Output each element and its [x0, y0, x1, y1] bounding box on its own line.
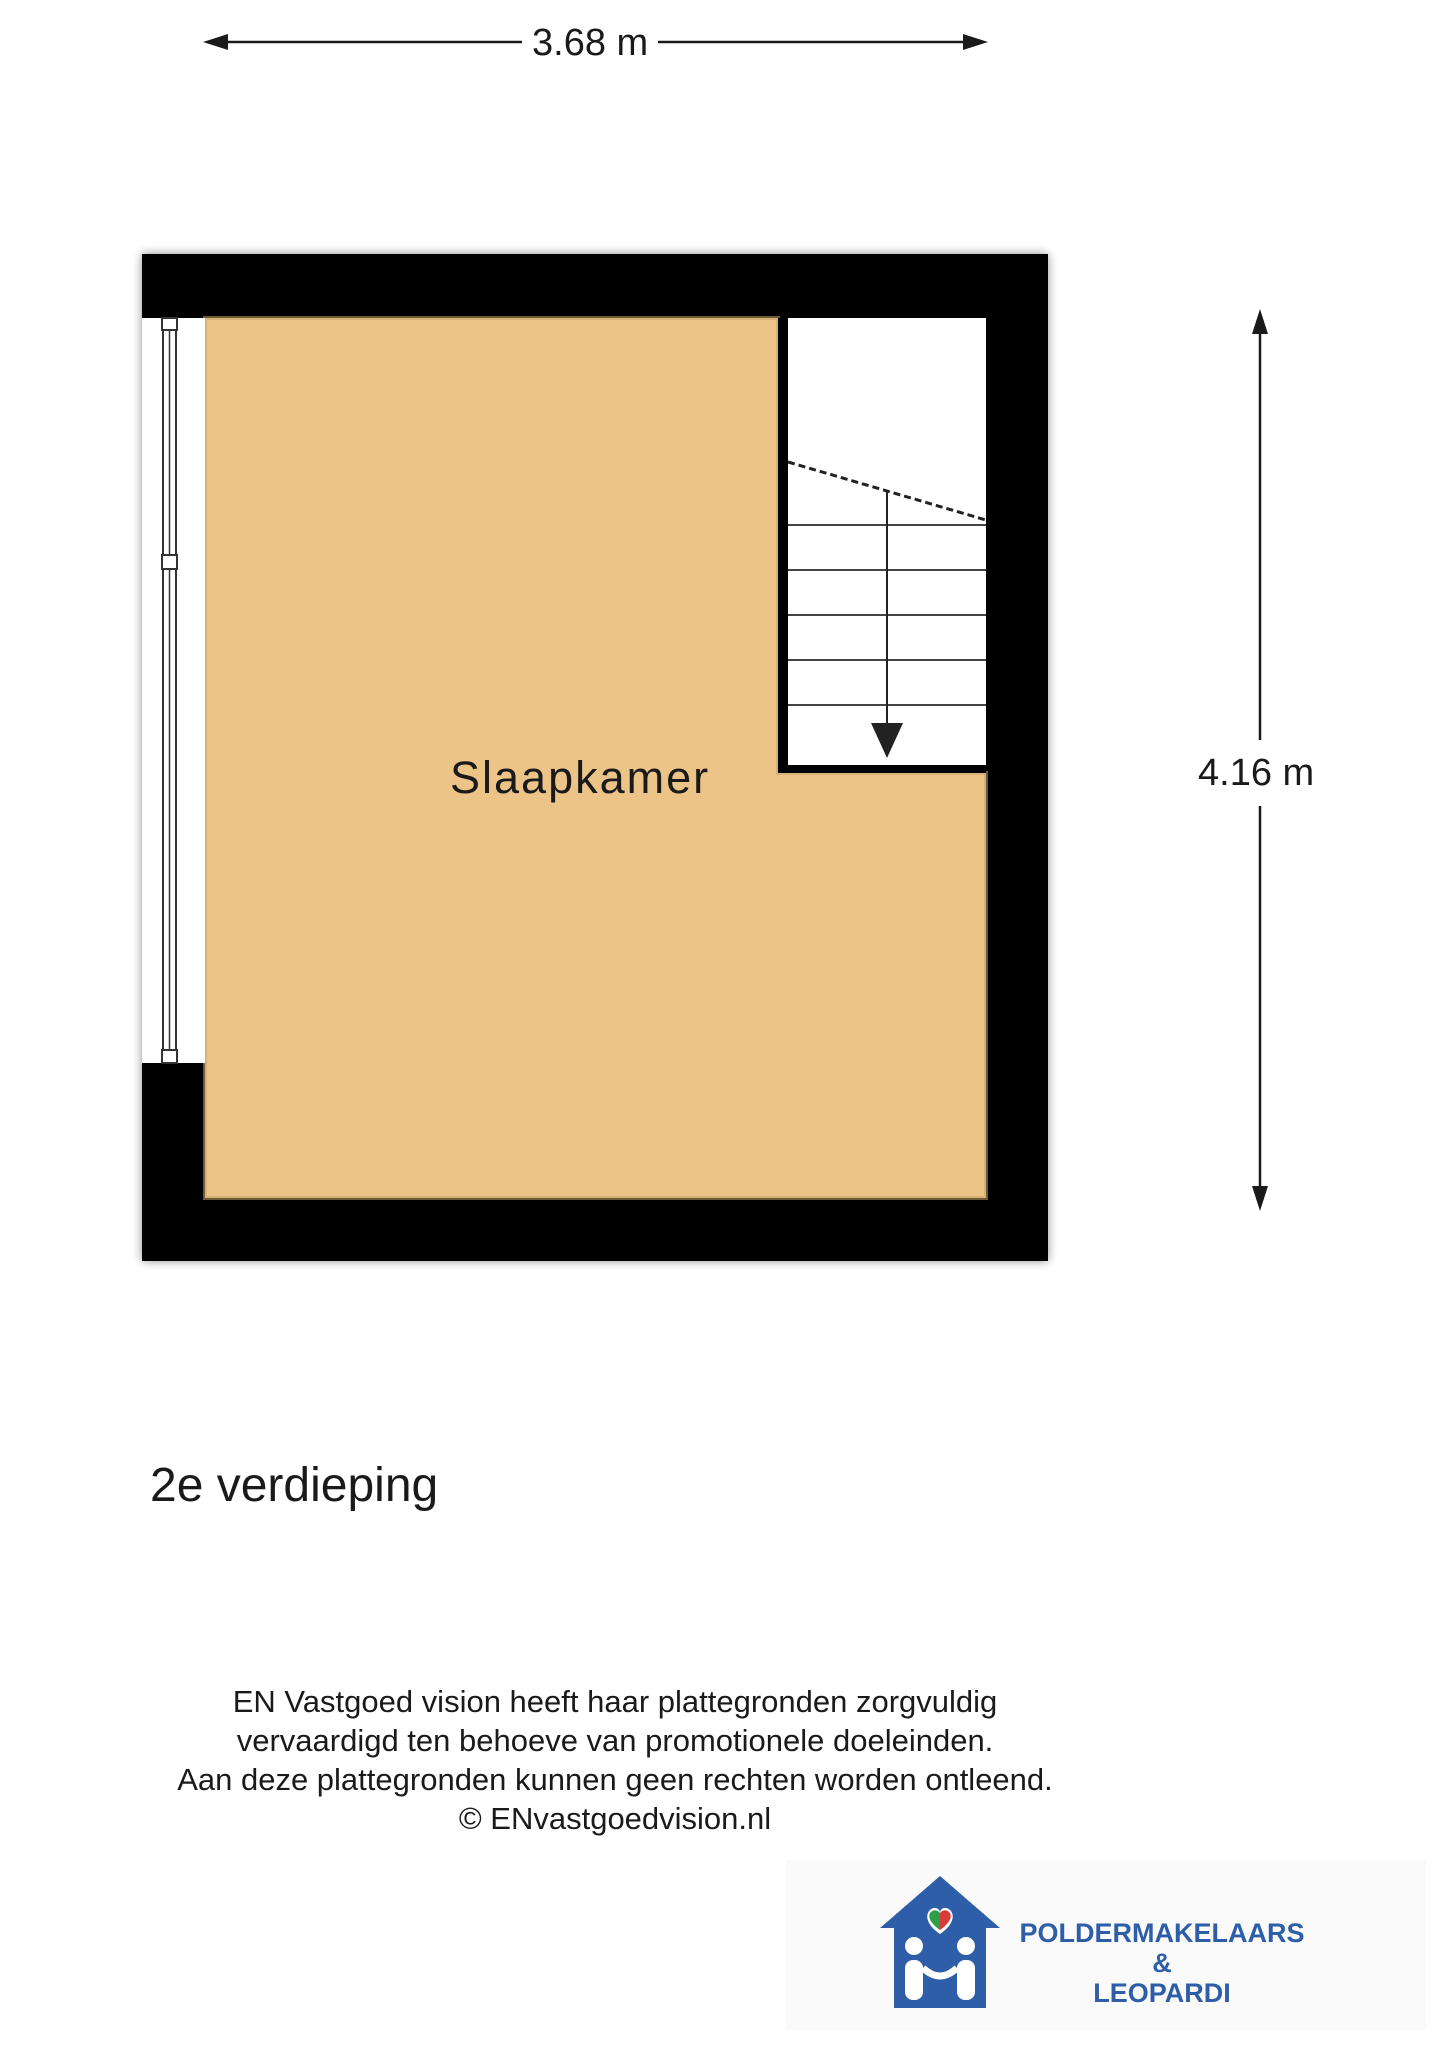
floor-title: 2e verdieping [150, 1459, 439, 1512]
width-label: 3.68 m [522, 24, 658, 62]
stair-wall-bottom [778, 765, 986, 773]
disclaimer-line: Aan deze plattegronden kunnen geen rechten worden ontleend. [177, 1762, 1053, 1797]
house-icon [878, 1872, 1002, 2012]
disclaimer-line: © ENvastgoedvision.nl [458, 1801, 772, 1836]
room-label-slaapkamer: Slaapkamer [450, 752, 711, 803]
agency-logo [786, 1860, 1426, 2030]
logo-line: LEOPARDI [1093, 1978, 1231, 2008]
disclaimer-line: EN Vastgoed vision heeft haar plattegronden zorgvuldig [232, 1684, 998, 1719]
disclaimer [100, 1682, 1130, 1838]
height-label: 4.16 m [1190, 740, 1322, 806]
window-mullion-middle [162, 555, 177, 569]
window-mullion-top [162, 318, 177, 330]
stair-wall-left [778, 318, 788, 773]
logo-line: & [1152, 1948, 1172, 1978]
logo-line: POLDERMAKELAARS [1019, 1918, 1305, 1948]
logo-wordmark [1002, 1918, 1322, 2008]
window-mullion-bottom [162, 1050, 177, 1063]
disclaimer-line: vervaardigd ten behoeve van promotionele doeleinden. [236, 1723, 994, 1758]
